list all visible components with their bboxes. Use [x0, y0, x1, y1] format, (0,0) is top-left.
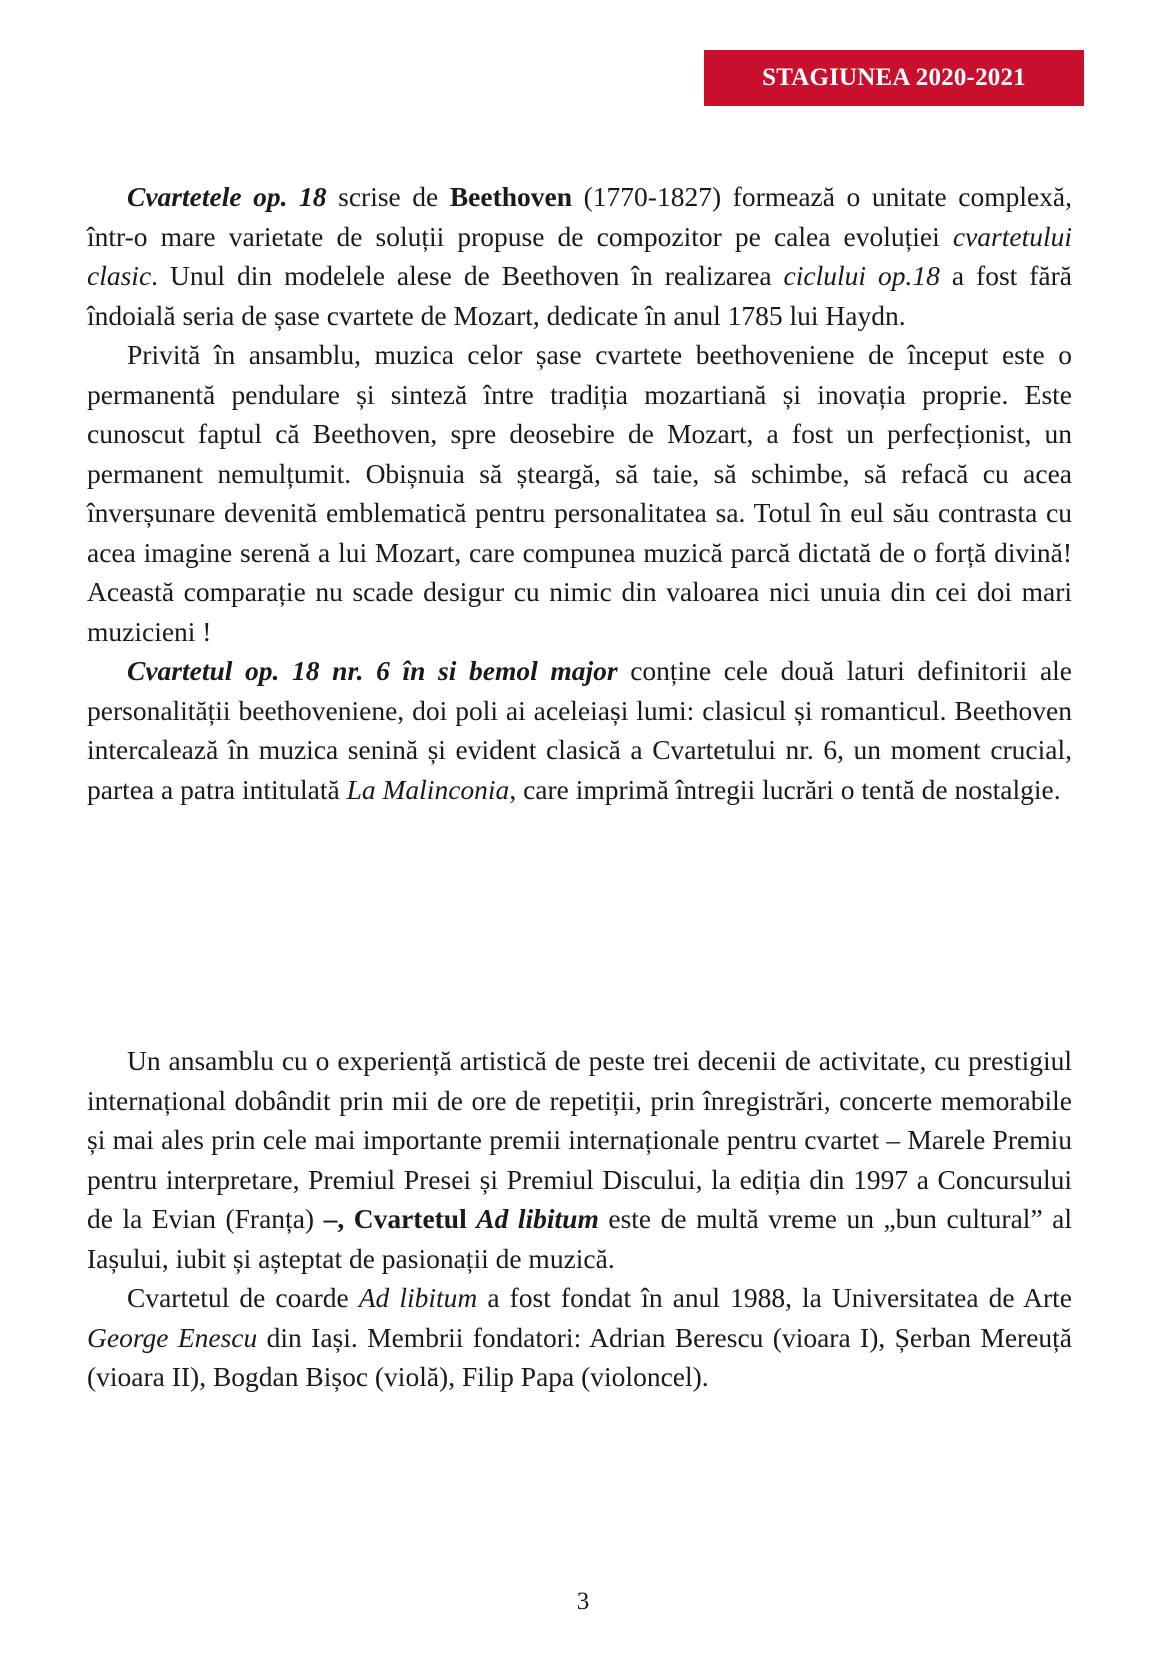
- ensemble-bio-section: [87, 1041, 1072, 1397]
- season-label: STAGIUNEA 2020-2021: [762, 64, 1026, 91]
- paragraph-op18-no6: Cvartetul op. 18 nr. 6 în si bemol major conține cele două laturi definitorii ale personalității beethoveniene, doi poli ai aceleiași lumi: clasicul și romanticul. Beethoven intercalează în muzica senină și evident clasică a Cvartetului nr. 6, un moment crucial, partea a patra intitulată La Malinconia, care imprimă întregii lucrări o tentă de nostalgie.: [87, 655, 1072, 805]
- composer-name: Beethoven: [449, 181, 573, 212]
- work-title: Cvartetele op. 18: [127, 181, 327, 212]
- ensemble-name: Ad libitum: [476, 1203, 599, 1234]
- program-notes-section: [87, 177, 1072, 809]
- paragraph-mozart-comparison: Privită în ansamblu, muzica celor șase cvartete beethoveniene de început este o permanentă pendulare și sinteză între tradiția mozartiană și inovația proprie. Este cunoscut faptul că Beethoven, spre deosebire de Mozart, a fost un perfecționist, un permanent nemulțumit. Obișnuia să șteargă, să taie, să schimbe, să refacă cu acea înverșunare devenită emblematică pentru personalitatea sa. Totul în eul său contrasta cu acea imagine serenă a lui Mozart, care compunea muzică parcă dictată de o forță divină! Această comparație nu scade desigur cu nimic din valoarea nici unuia din cei doi mari muzicieni !: [87, 339, 1072, 647]
- paragraph-ensemble-founding: Cvartetul de coarde Ad libitum a fost fondat în anul 1988, la Universitatea de Arte George Enescu din Iași. Membrii fondatori: Adrian Berescu (vioara I), Șerban Mereuță (vioara II), Bogdan Bișoc (violă), Filip Papa (violoncel).: [87, 1282, 1072, 1392]
- page-number: 3: [576, 1588, 590, 1615]
- work-title: Cvartetul op. 18 nr. 6 în si bemol major: [127, 655, 618, 686]
- season-badge: [704, 50, 1084, 106]
- paragraph-ensemble-experience: Un ansamblu cu o experiență artistică de peste trei decenii de activitate, cu prestigiul internațional dobândit prin mii de ore de repetiții, prin înregistrări, concerte memorabile și mai ales prin cele mai importante premii internaționale pentru cvartet – Marele Premiu pentru interpretare, Premiul Presei și Premiul Discului, la ediția din 1997 a Concursului de la Evian (Franța) –, Cvartetul Ad libitum este de multă vreme un „bun cultural” al Iașului, iubit și așteptat de pasionații de muzică.: [87, 1045, 1073, 1274]
- paragraph-op18-intro: Cvartetele op. 18 scrise de Beethoven (1770-1827) formează o unitate complexă, într-o mare varietate de soluții propuse de compozitor pe calea evoluției cvartetului clasic. Unul din modelele alese de Beethoven în realizarea ciclului op.18 a fost fără îndoială seria de șase cvartete de Mozart, dedicate în anul 1785 lui Haydn.: [87, 181, 1073, 331]
